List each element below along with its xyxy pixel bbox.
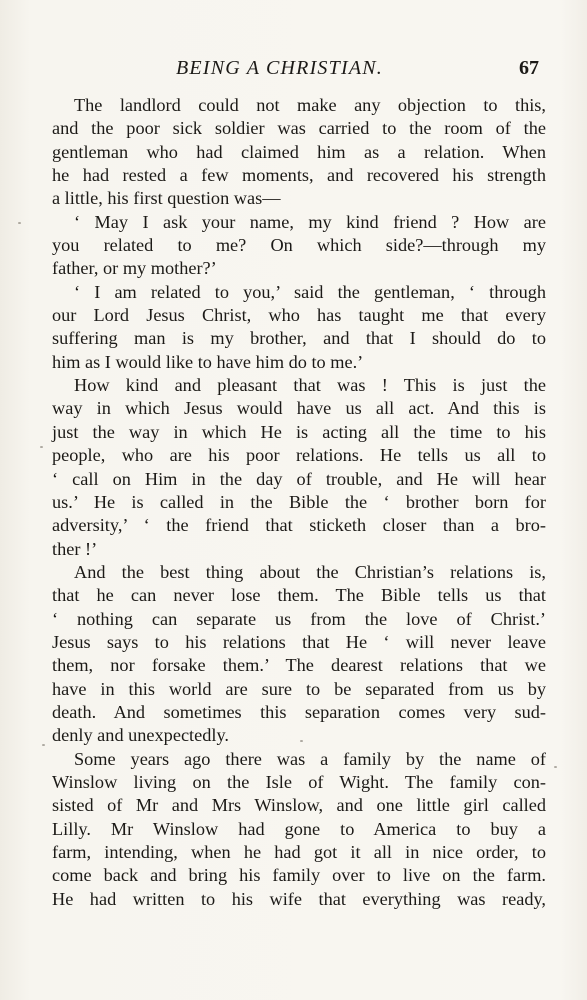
text-line: sisted of Mr and Mrs Winslow, and one little girl called bbox=[52, 795, 546, 816]
print-speck bbox=[18, 222, 21, 224]
text-line: death. And sometimes this separation comes very sud- bbox=[52, 701, 546, 722]
text-line: people, who are his poor relations. He tells us all to bbox=[52, 445, 546, 466]
text-line: Jesus says to his relations that He ‘ will never leave bbox=[52, 631, 546, 652]
text-line: father, or my mother?’ bbox=[52, 258, 217, 279]
text-line: suffering man is my brother, and that I should do to bbox=[52, 328, 546, 349]
text-line: farm, intending, when he had got it all in nice order, to bbox=[52, 842, 546, 862]
text-line: Lilly. Mr Winslow had gone to America to buy a bbox=[52, 818, 546, 839]
text-line: him as I would like to have him do to me.’ bbox=[52, 351, 364, 372]
text-line: And the best thing about the Christian’s relations is, bbox=[74, 561, 546, 582]
print-speck bbox=[42, 744, 45, 746]
page-number: 67 bbox=[519, 57, 539, 79]
text-line: our Lord Jesus Christ, who has taught me that every bbox=[52, 305, 546, 326]
text-line: Winslow living on the Isle of Wight. The family con- bbox=[52, 771, 546, 792]
text-line: adversity,’ ‘ the friend that sticketh closer than a bro- bbox=[52, 515, 546, 536]
text-line: denly and unexpectedly. bbox=[52, 725, 229, 746]
text-line: a little, his first question was— bbox=[52, 188, 281, 209]
running-title: BEING A CHRISTIAN. bbox=[176, 57, 383, 79]
text-line: us.’ He is called in the Bible the ‘ brother born for bbox=[52, 491, 546, 512]
print-speck bbox=[300, 740, 303, 742]
text-line: ‘ call on Him in the day of trouble, and He will hear bbox=[52, 468, 546, 489]
text-line: way in which Jesus would have us all act. And this is bbox=[52, 398, 546, 419]
page-header bbox=[0, 54, 587, 84]
text-line: ‘ May I ask your name, my kind friend ? How are bbox=[74, 211, 546, 232]
text-line: he had rested a few moments, and recovered his strength bbox=[52, 165, 546, 186]
text-line: gentleman who had claimed him as a relation. When bbox=[52, 141, 546, 162]
body-text bbox=[52, 94, 546, 911]
print-speck bbox=[40, 446, 43, 448]
text-line: He had written to his wife that everything was ready, bbox=[52, 888, 546, 909]
text-line: you related to me? On which side?—through my bbox=[52, 235, 546, 256]
text-line: How kind and pleasant that was ! This is just the bbox=[74, 375, 546, 396]
text-line: ther !’ bbox=[52, 538, 98, 559]
text-line: ‘ I am related to you,’ said the gentleman, ‘ through bbox=[74, 281, 546, 302]
text-line: and the poor sick soldier was carried to the room of the bbox=[52, 118, 546, 139]
text-line: have in this world are sure to be separated from us by bbox=[52, 678, 546, 699]
text-line: them, nor forsake them.’ The dearest relations that we bbox=[52, 655, 546, 676]
text-line: that he can never lose them. The Bible tells us that bbox=[52, 585, 546, 606]
text-line: Some years ago there was a family by the name of bbox=[74, 748, 546, 769]
text-line: ‘ nothing can separate us from the love of Christ.’ bbox=[52, 608, 546, 629]
text-line: come back and bring his family over to live on the farm. bbox=[52, 865, 546, 886]
print-speck bbox=[554, 766, 557, 768]
text-line: just the way in which He is acting all the time to his bbox=[52, 421, 546, 442]
text-line: The landlord could not make any objection to this, bbox=[74, 95, 546, 115]
